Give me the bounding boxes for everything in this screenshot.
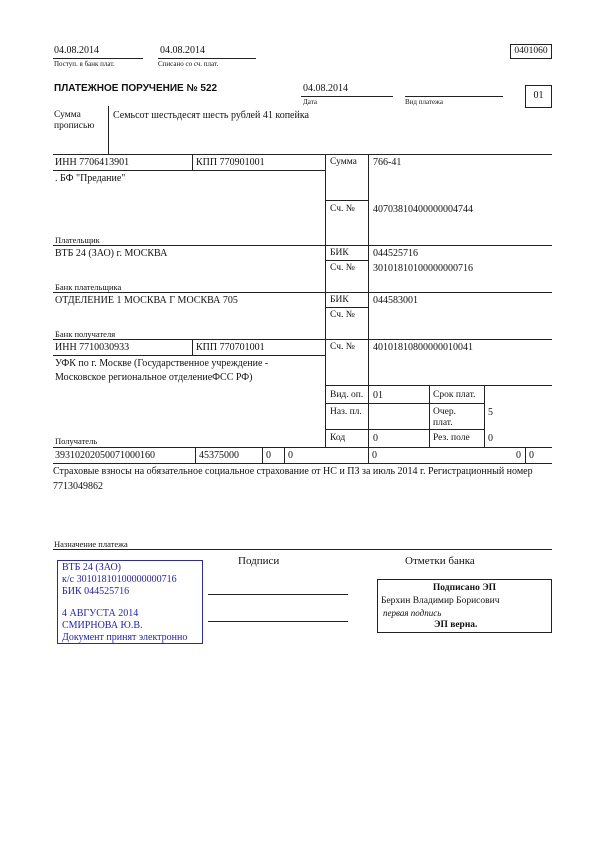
grid-line bbox=[325, 429, 484, 430]
recipient-account: 40101810800000010041 bbox=[373, 342, 473, 353]
code-label: Код bbox=[330, 433, 346, 443]
reserve-value: 0 bbox=[488, 433, 493, 444]
payer-bank-bik: 044525716 bbox=[373, 248, 418, 259]
payment-type-label: Вид платежа bbox=[405, 98, 444, 106]
recipient-account-label: Сч. № bbox=[330, 342, 355, 352]
grid-line bbox=[53, 245, 552, 246]
purpose-code-label: Наз. пл. bbox=[330, 407, 362, 417]
date-received-line bbox=[53, 58, 143, 59]
grid-line bbox=[325, 307, 368, 308]
tax-field-5: 0 bbox=[529, 450, 534, 461]
grid-line bbox=[53, 154, 552, 155]
bank-stamp bbox=[57, 560, 203, 644]
grid-line bbox=[53, 355, 325, 356]
bank-marks-label: Отметки банка bbox=[405, 555, 475, 567]
order-date-line bbox=[301, 96, 393, 97]
grid-line bbox=[525, 447, 526, 463]
payer-label: Плательщик bbox=[55, 235, 100, 245]
status-code-box: 01 bbox=[525, 85, 552, 108]
page-title: ПЛАТЕЖНОЕ ПОРУЧЕНИЕ № 522 bbox=[54, 83, 218, 94]
op-type-label: Вид. оп. bbox=[330, 390, 364, 400]
signature-line-2 bbox=[208, 621, 348, 622]
e-signature-status: ЭП верна. bbox=[434, 620, 478, 630]
amount-label: Сумма bbox=[330, 157, 357, 167]
form-code: 0401060 bbox=[510, 44, 552, 59]
amount-words-label-2: прописью bbox=[54, 121, 95, 131]
stamp-line-5: СМИРНОВА Ю.В. bbox=[62, 620, 143, 631]
tax-field-2: 0 bbox=[288, 450, 293, 461]
stamp-line-1: ВТБ 24 (ЗАО) bbox=[62, 562, 122, 573]
grid-line bbox=[262, 447, 263, 463]
recipient-kpp: КПП 770701001 bbox=[196, 342, 265, 353]
tax-field-3: 0 bbox=[372, 450, 377, 461]
payer-bank-label: Банк плательщика bbox=[55, 282, 122, 292]
tax-field-4: 0 bbox=[516, 450, 521, 461]
amount-words-label-1: Сумма bbox=[54, 110, 81, 120]
payer-kpp: КПП 770901001 bbox=[196, 157, 265, 168]
grid-line bbox=[368, 447, 369, 463]
date-received: 04.08.2014 bbox=[54, 45, 99, 56]
tax-kbk: 39310202050071000160 bbox=[55, 450, 155, 461]
amount-value: 766-41 bbox=[373, 157, 402, 168]
grid-line bbox=[53, 339, 552, 340]
tax-oktmo: 45375000 bbox=[199, 450, 239, 461]
grid-line bbox=[325, 403, 484, 404]
payment-purpose-text: Страховые взносы на обязательное социальное страхование от НС и ПЗ за июль 2014 г. Регистрационный номер 7713049862 bbox=[53, 466, 533, 492]
payer-bank-bik-label: БИК bbox=[330, 248, 349, 258]
order-date: 04.08.2014 bbox=[303, 83, 348, 94]
tax-field-1: 0 bbox=[266, 450, 271, 461]
payment-type-line bbox=[405, 96, 503, 97]
e-signature-box bbox=[377, 579, 552, 633]
e-signature-title: Подписано ЭП bbox=[432, 583, 497, 593]
order-label-line1: Очер. bbox=[433, 407, 456, 417]
code-value: 0 bbox=[373, 433, 378, 444]
date-debited-line bbox=[158, 58, 256, 59]
recipient-bank-label: Банк получателя bbox=[55, 329, 116, 339]
e-signature-name: Берхин Владимир Борисович bbox=[381, 596, 500, 606]
recipient-name-line1: УФК по г. Москве (Государственное учреждение - bbox=[55, 358, 269, 369]
stamp-line-2: к/с 30101810100000000716 bbox=[62, 574, 177, 585]
payer-account-label: Сч. № bbox=[330, 204, 355, 214]
recipient-bank-account-label: Сч. № bbox=[330, 310, 355, 320]
recipient-name-line2: Московское региональное отделениеФСС РФ) bbox=[55, 372, 253, 383]
due-label: Срок плат. bbox=[433, 390, 476, 400]
grid-line bbox=[53, 292, 552, 293]
recipient-bank-name: ОТДЕЛЕНИЕ 1 МОСКВА Г МОСКВА 705 bbox=[55, 295, 238, 306]
signature-line-1 bbox=[208, 594, 348, 595]
grid-line bbox=[325, 200, 368, 201]
recipient-bank-bik: 044583001 bbox=[373, 295, 418, 306]
grid-line bbox=[429, 385, 430, 447]
payer-bank-name: ВТБ 24 (ЗАО) г. МОСКВА bbox=[55, 248, 168, 259]
purpose-divider bbox=[53, 549, 552, 550]
payer-name: . БФ "Предание" bbox=[55, 173, 126, 184]
op-type-value: 01 bbox=[373, 390, 383, 401]
date-debited: 04.08.2014 bbox=[160, 45, 205, 56]
grid-line bbox=[192, 339, 193, 355]
recipient-label: Получатель bbox=[55, 436, 98, 446]
grid-line bbox=[325, 385, 552, 386]
stamp-line-3: БИК 044525716 bbox=[62, 586, 130, 597]
payer-inn: ИНН 7706413901 bbox=[55, 157, 130, 168]
amount-words-divider bbox=[108, 106, 109, 154]
grid-line bbox=[53, 447, 552, 448]
e-signature-role: первая подпись bbox=[383, 608, 442, 618]
recipient-bank-bik-label: БИК bbox=[330, 295, 349, 305]
payer-bank-account: 30101810100000000716 bbox=[373, 263, 473, 274]
grid-line bbox=[284, 447, 285, 463]
order-date-label: Дата bbox=[303, 98, 317, 106]
signatures-label: Подписи bbox=[238, 555, 280, 567]
date-debited-label: Списано со сч. плат. bbox=[158, 60, 219, 68]
stamp-line-6: Документ принят электронно bbox=[62, 632, 188, 643]
payment-purpose-label: Назначение платежа bbox=[54, 539, 128, 549]
payer-bank-account-label: Сч. № bbox=[330, 263, 355, 273]
payer-account-value: 40703810400000004744 bbox=[373, 204, 473, 215]
grid-line bbox=[325, 260, 368, 261]
date-received-label: Поступ. в банк плат. bbox=[54, 60, 115, 68]
recipient-inn: ИНН 7710030933 bbox=[55, 342, 130, 353]
grid-line bbox=[53, 170, 325, 171]
grid-line bbox=[484, 385, 485, 447]
order-value: 5 bbox=[488, 407, 493, 418]
grid-line bbox=[195, 447, 196, 463]
grid-line bbox=[192, 154, 193, 170]
order-label-line2: плат. bbox=[433, 418, 453, 428]
stamp-line-4: 4 АВГУСТА 2014 bbox=[62, 608, 139, 619]
amount-words-value: Семьсот шестьдесят шесть рублей 41 копейка bbox=[113, 110, 309, 121]
reserve-label: Рез. поле bbox=[433, 433, 470, 443]
